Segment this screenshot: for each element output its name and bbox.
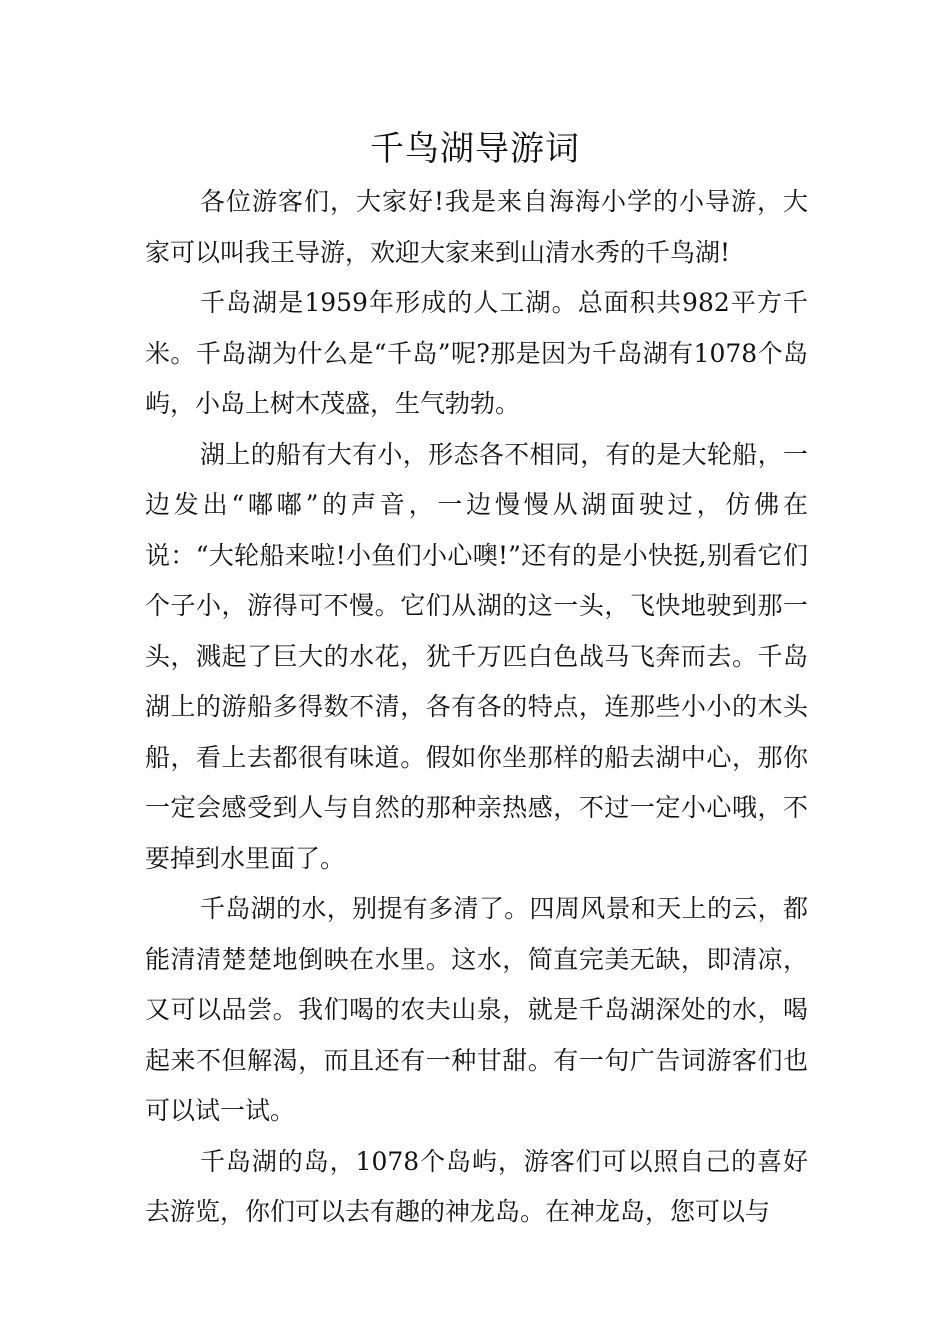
paragraph-greeting: 各位游客们，大家好!我是来自海海小学的小导游，大家可以叫我王导游，欢迎大家来到山清水秀的千鸟湖! — [145, 187, 808, 267]
paragraph-water: 千岛湖的水，别提有多清了。四周风景和天上的云，都能清清楚楚地倒映在水里。这水，简直完美无缺，即清凉，又可以品尝。我们喝的农夫山泉，就是千岛湖深处的水，喝起来不但解渴，而且还有一种甘甜。有一句广告词游客们也可以试一试。 — [145, 894, 808, 1125]
paragraph-islands: 千岛湖的岛，1078个岛屿，游客们可以照自己的喜好去游览，你们可以去有趣的神龙岛。在神龙岛，您可以与 — [145, 1146, 808, 1226]
paragraph-lake-intro: 千岛湖是1959年形成的人工湖。总面积共982平方千米。千岛湖为什么是“千岛”呢?那是因为千岛湖有1078个岛屿，小岛上树木茂盛，生气勃勃。 — [145, 288, 808, 418]
paragraph-boats: 湖上的船有大有小，形态各不相同，有的是大轮船，一边发出“嘟嘟”的声音，一边慢慢从湖面驶过，仿佛在说：“大轮船来啦!小鱼们小心噢!”还有的是小快挺,别看它们个子小，游得可不慢。它们从湖的这一头，飞快地驶到那一头，溅起了巨大的水花，犹千万匹白色战马飞奔而去。千岛湖上的游船多得数不清，各有各的特点，连那些小小的木头船，看上去都很有味道。假如你坐那样的船去湖中心，那你一定会感受到人与自然的那种亲热感，不过一定小心哦，不要掉到水里面了。 — [145, 439, 808, 873]
document-body — [145, 177, 808, 1238]
document-title: 千鸟湖导游词 — [370, 129, 580, 169]
